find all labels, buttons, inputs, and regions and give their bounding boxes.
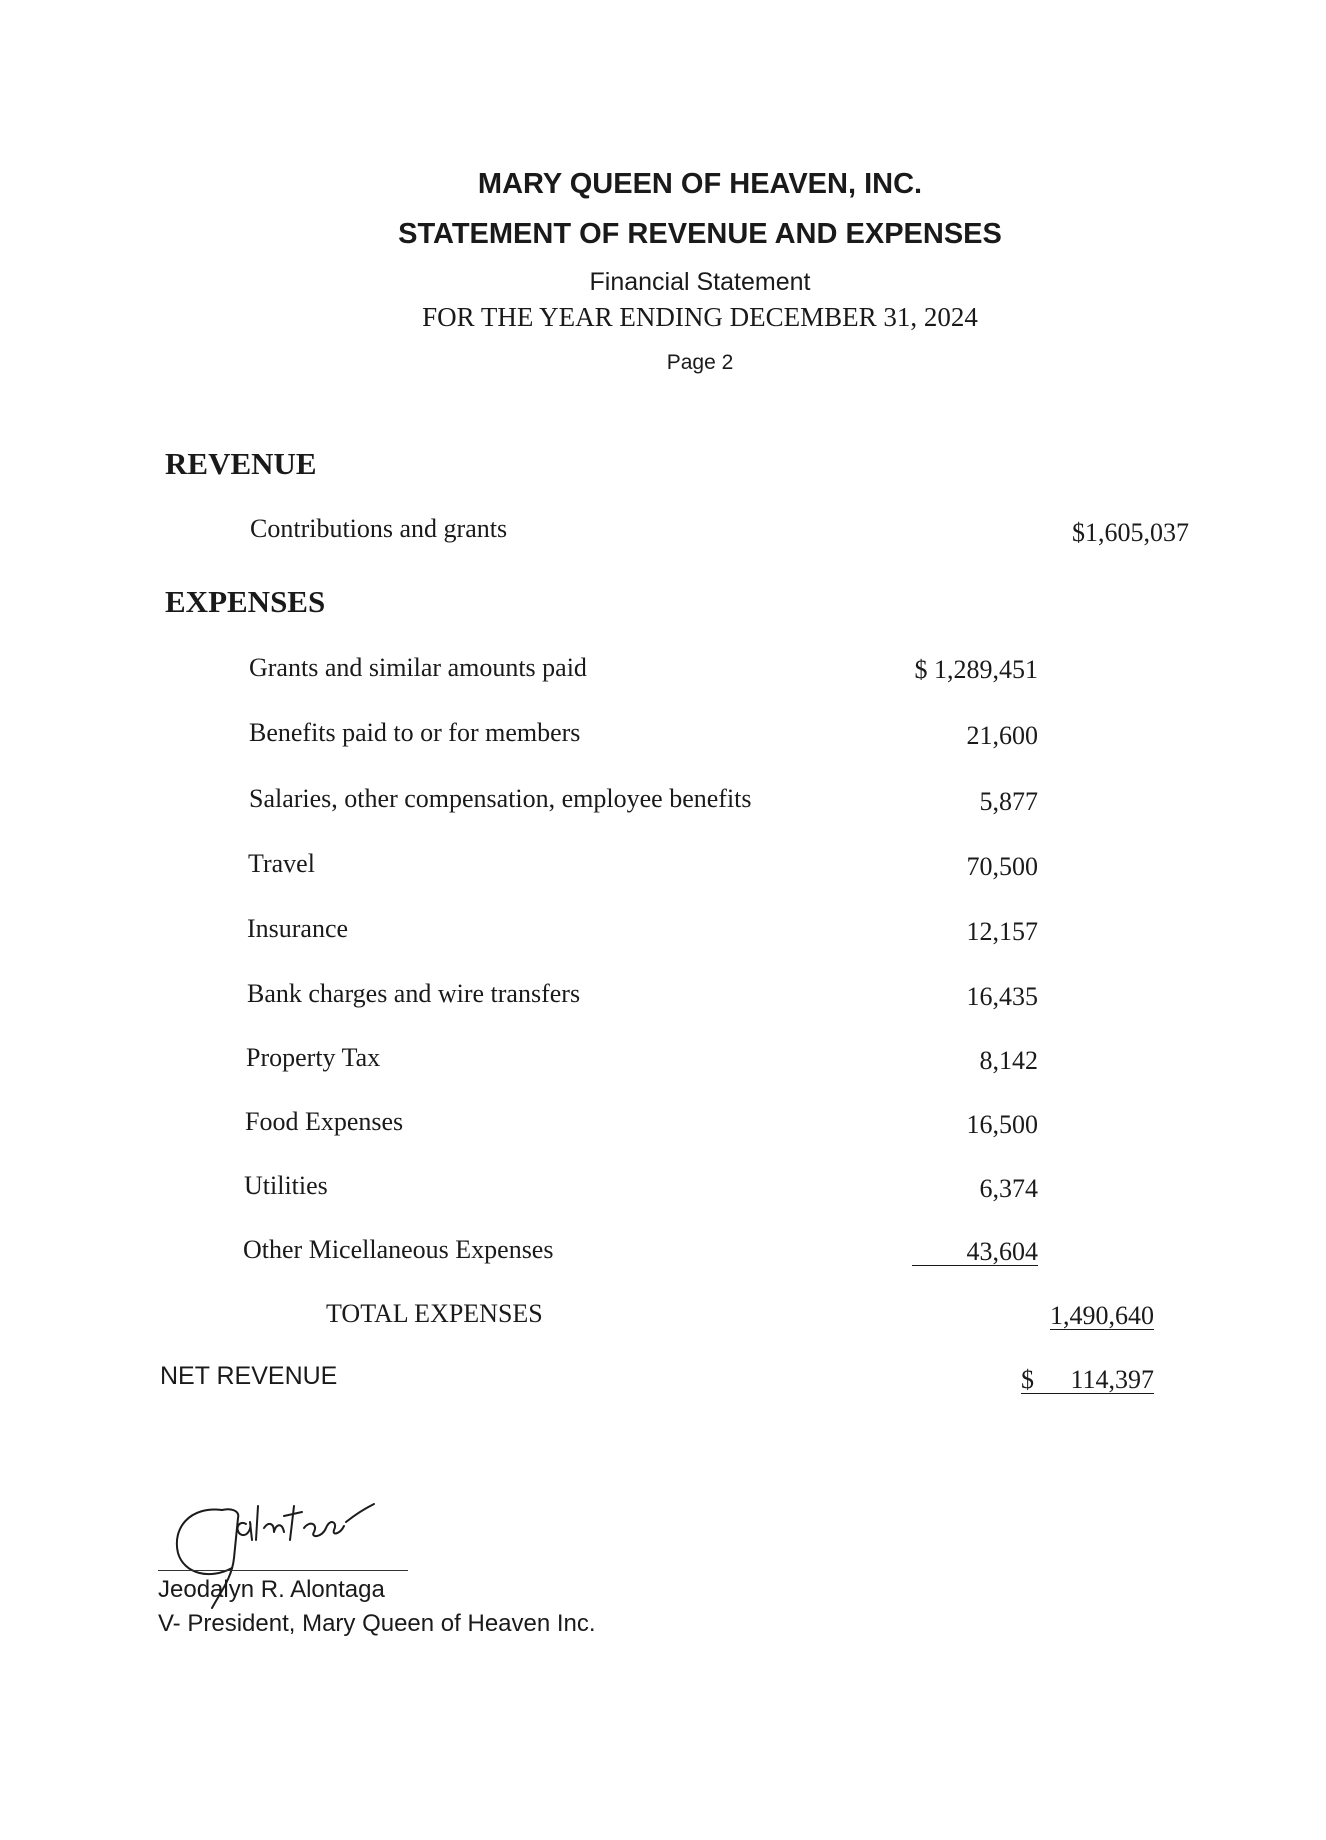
expense-item-label: Utilities	[244, 1171, 328, 1200]
expense-item-amount: 8,142	[979, 1046, 1038, 1075]
net-revenue-label: NET REVENUE	[160, 1362, 338, 1390]
expense-item-label: Bank charges and wire transfers	[247, 979, 581, 1008]
total-expenses-label: TOTAL EXPENSES	[326, 1299, 543, 1328]
revenue-heading: REVENUE	[165, 446, 317, 481]
signatory-title: V- President, Mary Queen of Heaven Inc.	[158, 1610, 596, 1637]
revenue-item-amount: $1,605,037	[1072, 518, 1189, 547]
expense-item-amount: 16,435	[966, 982, 1038, 1011]
expense-item-label: Salaries, other compensation, employee benefits	[249, 784, 752, 813]
total-expenses-amount: 1,490,640	[1050, 1301, 1154, 1330]
expense-item-amount: 21,600	[966, 721, 1038, 750]
expense-item-label: Travel	[248, 849, 315, 878]
expense-item-label: Insurance	[247, 914, 349, 943]
page-number: Page 2	[666, 351, 734, 374]
expense-item-label: Benefits paid to or for members	[249, 718, 581, 747]
expense-item-amount: 6,374	[979, 1174, 1038, 1203]
signature-stroke-on	[264, 1524, 284, 1532]
statement-period: FOR THE YEAR ENDING DECEMBER 31, 2024	[422, 302, 978, 332]
signature-stroke-aga	[304, 1522, 344, 1536]
expenses-heading: EXPENSES	[165, 584, 326, 619]
net-revenue-amount: 114,397	[1070, 1365, 1154, 1394]
expense-item-label: Property Tax	[246, 1043, 381, 1072]
expense-item-label: Grants and similar amounts paid	[249, 653, 587, 682]
statement-subtitle: Financial Statement	[589, 268, 811, 296]
signature-stroke-l	[256, 1506, 258, 1540]
expense-item-amount: $ 1,289,451	[914, 655, 1038, 684]
expense-item-amount: 70,500	[966, 852, 1038, 881]
statement-title: STATEMENT OF REVENUE AND EXPENSES	[398, 218, 1002, 250]
signature-line	[158, 1570, 408, 1571]
expense-item-amount: 43,604	[912, 1238, 1038, 1266]
revenue-item-label: Contributions and grants	[250, 514, 508, 543]
signature-stroke-loop	[177, 1510, 232, 1575]
expense-item-label: Other Micellaneous Expenses	[243, 1235, 554, 1264]
net-revenue-currency: $	[1021, 1365, 1034, 1394]
expense-item-amount: 16,500	[966, 1110, 1038, 1139]
expense-item-label: Food Expenses	[245, 1107, 404, 1136]
organization-name: MARY QUEEN OF HEAVEN, INC.	[477, 168, 923, 200]
signatory-name: Jeodalyn R. Alontaga	[158, 1576, 385, 1603]
expense-item-amount: 12,157	[966, 917, 1038, 946]
expense-item-amount: 5,877	[979, 787, 1038, 816]
signature-stroke-a	[238, 1522, 252, 1540]
signature-stroke-tail	[346, 1504, 374, 1522]
signature-stroke-t	[284, 1506, 302, 1540]
net-revenue-value	[1021, 1366, 1154, 1394]
